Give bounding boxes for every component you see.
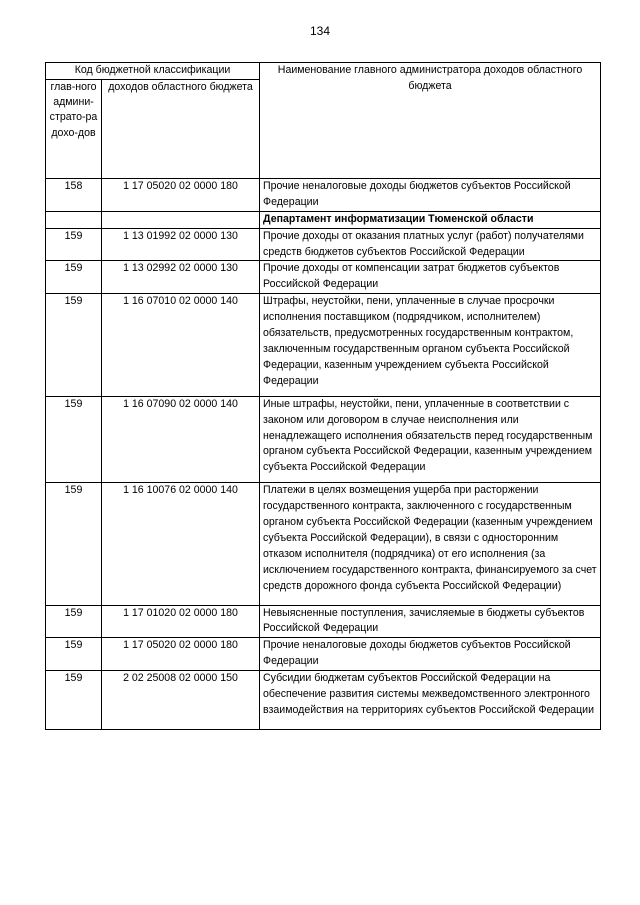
table-row: [46, 483, 601, 605]
cell-name: Иные штрафы, неустойки, пени, уплаченные в соответствии с законом или договором в случае неисполнения или ненадлежащего исполнения обязательств перед государственным органом субъекта Российской Федерации, казенным учреждением субъекта Российской Федерации: [260, 396, 601, 483]
header-administrator-name: Наименование главного администратора доходов областного бюджета: [260, 63, 601, 179]
page-number: 134: [309, 24, 331, 38]
table-row: [46, 178, 601, 211]
cell-name: Прочие доходы от компенсации затрат бюджетов субъектов Российской Федерации: [260, 261, 601, 294]
cell-name: Штрафы, неустойки, пени, уплаченные в случае просрочки исполнения поставщиком (подрядчиком, исполнителем) обязательств, предусмотренных государственным контрактом, заключенным государственным органом субъекта Российской Федерации, казенным учреждением субъекта Российской Федерации: [260, 294, 601, 396]
cell-income-code: 1 17 01020 02 0000 180: [102, 605, 260, 638]
cell-income-code: 2 02 25008 02 0000 150: [102, 671, 260, 730]
cell-name: Платежи в целях возмещения ущерба при расторжении государственного контракта, заключенного с государственным органом субъекта Российской Федерации (казенным учреждением субъекта Российской Федерации), в связи с односторонним отказом исполнителя (подрядчика) от его исполнения (за исключением государственного контракта, финансируемого за счет средств дорожного фонда субъекта Российской Федерации): [260, 483, 601, 605]
department-row: [46, 211, 601, 228]
cell-income-code: 1 16 07090 02 0000 140: [102, 396, 260, 483]
table-row: [46, 261, 601, 294]
cell-admin-code: [46, 211, 102, 228]
table-row: [46, 671, 601, 730]
cell-name: Субсидии бюджетам субъектов Российской Федерации на обеспечение развития системы межведомственного электронного взаимодействия на территориях субъектов Российской Федерации: [260, 671, 601, 730]
header-chief-administrator: глав-ного админи-страто-ра дохо-дов: [46, 79, 102, 178]
cell-name: Прочие неналоговые доходы бюджетов субъектов Российской Федерации: [260, 178, 601, 211]
cell-admin-code: 159: [46, 294, 102, 396]
cell-income-code: [102, 211, 260, 228]
table-row: [46, 294, 601, 396]
table-row: [46, 396, 601, 483]
cell-admin-code: 159: [46, 638, 102, 671]
cell-admin-code: 159: [46, 228, 102, 261]
cell-admin-code: 159: [46, 261, 102, 294]
header-regional-budget-income: доходов областного бюджета: [102, 79, 260, 178]
cell-income-code: 1 16 10076 02 0000 140: [102, 483, 260, 605]
cell-admin-code: 159: [46, 396, 102, 483]
table-row: [46, 605, 601, 638]
cell-income-code: 1 13 01992 02 0000 130: [102, 228, 260, 261]
table-body: [46, 178, 601, 729]
cell-name: Прочие доходы от оказания платных услуг (работ) получателями средств бюджетов субъектов Российской Федерации: [260, 228, 601, 261]
cell-income-code: 1 13 02992 02 0000 130: [102, 261, 260, 294]
cell-income-code: 1 17 05020 02 0000 180: [102, 638, 260, 671]
table-row: [46, 228, 601, 261]
cell-admin-code: 159: [46, 483, 102, 605]
budget-classification-table: [45, 62, 601, 730]
department-title: Департамент информатизации Тюменской области: [260, 211, 601, 228]
header-budget-classification-code: Код бюджетной классификации: [46, 63, 260, 80]
cell-admin-code: 158: [46, 178, 102, 211]
cell-name: Невыясненные поступления, зачисляемые в бюджеты субъектов Российской Федерации: [260, 605, 601, 638]
cell-income-code: 1 17 05020 02 0000 180: [102, 178, 260, 211]
cell-admin-code: 159: [46, 671, 102, 730]
cell-income-code: 1 16 07010 02 0000 140: [102, 294, 260, 396]
header-row-group: [46, 63, 601, 80]
table-row: [46, 638, 601, 671]
cell-name: Прочие неналоговые доходы бюджетов субъектов Российской Федерации: [260, 638, 601, 671]
cell-admin-code: 159: [46, 605, 102, 638]
